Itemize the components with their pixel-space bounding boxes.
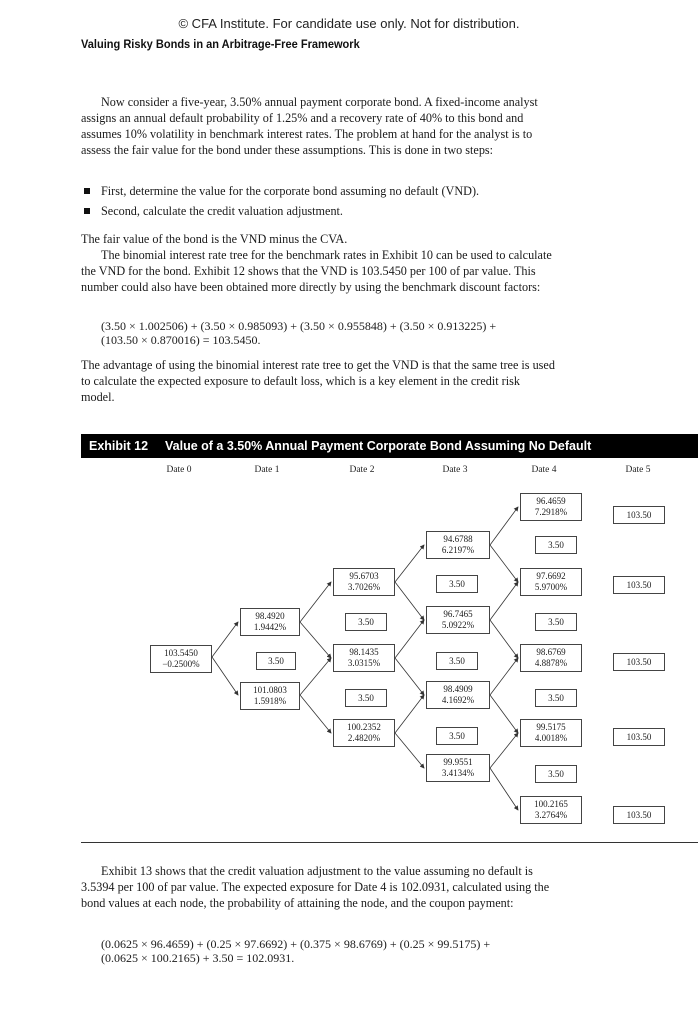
- tree-node: [150, 645, 212, 673]
- bullet-item: Second, calculate the credit valuation adjustment.: [81, 203, 555, 219]
- running-head: Valuing Risky Bonds in an Arbitrage-Free Framework: [81, 37, 360, 51]
- node-rate: 4.1692%: [441, 695, 475, 705]
- tree-node: [520, 719, 582, 747]
- tree-node: [426, 754, 490, 782]
- node-rate: 5.0922%: [441, 620, 475, 630]
- node-rate: 3.4134%: [441, 768, 475, 778]
- node-rate: 1.9442%: [253, 622, 287, 632]
- paragraph-2: The fair value of the bond is the VND minus the CVA.: [81, 232, 348, 246]
- node-value: 96.7465: [443, 609, 473, 619]
- paragraph-5: Exhibit 13 shows that the credit valuation adjustment to the value assuming no default is 3.5394 per 100 of par value. The expected exposure for Date 4 is 102.0931, calculated using the bond values at each node, the probability of attaining the node, and the coupon payment:: [81, 864, 550, 910]
- formula-line: (103.50 × 0.870016) = 103.5450.: [101, 333, 261, 347]
- coupon-box: 3.50: [535, 613, 577, 631]
- node-value: 95.6703: [349, 571, 379, 581]
- date-label: Date 3: [442, 465, 468, 475]
- node-value: 100.2352: [347, 722, 381, 732]
- node-rate: −0.2500%: [162, 659, 200, 669]
- node-rate: 6.2197%: [441, 545, 475, 555]
- tree-node: [426, 531, 490, 559]
- date-label: Date 0: [166, 465, 192, 475]
- coupon-box: 3.50: [256, 652, 296, 670]
- node-rate: 7.2918%: [534, 507, 568, 517]
- final-payment-box: 103.50: [613, 806, 665, 824]
- copyright-watermark: © CFA Institute. For candidate use only. Not for distribution.: [178, 16, 520, 31]
- coupon-box: 3.50: [436, 727, 478, 745]
- tree-node: [240, 608, 300, 636]
- formula-line: (0.0625 × 100.2165) + 3.50 = 102.0931.: [101, 951, 295, 965]
- coupon-box: 3.50: [436, 652, 478, 670]
- tree-node: [333, 644, 395, 672]
- tree-node: [426, 681, 490, 709]
- node-value: 97.6692: [536, 571, 566, 581]
- tree-node: [520, 493, 582, 521]
- node-rate: 4.8878%: [534, 658, 568, 668]
- tree-node: [520, 796, 582, 824]
- node-rate: 3.7026%: [347, 582, 381, 592]
- bullet-item: First, determine the value for the corporate bond assuming no default (VND).: [81, 183, 555, 199]
- node-value: 98.1435: [349, 647, 379, 657]
- exhibit-title: Value of a 3.50% Annual Payment Corporate Bond Assuming No Default: [165, 439, 592, 453]
- body-section: [81, 863, 555, 911]
- exhibit-number: Exhibit 12: [89, 439, 149, 453]
- node-rate: 5.9700%: [534, 582, 568, 592]
- paragraph-4: The advantage of using the binomial interest rate tree to get the VND is that the same tree is used to calculate the expected exposure to default loss, which is a key element in the credit risk model.: [81, 358, 555, 404]
- final-payment-box: 103.50: [613, 728, 665, 746]
- formula-line: (3.50 × 1.002506) + (3.50 × 0.985093) + (3.50 × 0.955848) + (3.50 × 0.913225) +: [101, 319, 497, 333]
- node-rate: 4.0018%: [534, 733, 568, 743]
- final-payment-box: 103.50: [613, 506, 665, 524]
- tree-node: [520, 644, 582, 672]
- node-value: 98.6769: [536, 647, 566, 657]
- tree-node: [333, 568, 395, 596]
- node-rate: 3.2764%: [534, 810, 568, 820]
- node-value: 94.6788: [443, 534, 473, 544]
- date-label: Date 1: [254, 465, 280, 475]
- node-value: 99.5175: [536, 722, 566, 732]
- coupon-box: 3.50: [535, 765, 577, 783]
- final-payment-box: 103.50: [613, 576, 665, 594]
- coupon-box: 3.50: [345, 613, 387, 631]
- node-value: 96.4659: [536, 496, 566, 506]
- node-rate: 1.5918%: [253, 696, 287, 706]
- tree-node: [333, 719, 395, 747]
- coupon-box: 3.50: [345, 689, 387, 707]
- formula-expected-exposure: [101, 937, 561, 965]
- node-rate: 2.4820%: [347, 733, 381, 743]
- date-label: Date 2: [349, 465, 375, 475]
- date-label: Date 5: [625, 465, 651, 475]
- tree-node: [520, 568, 582, 596]
- coupon-box: 3.50: [535, 536, 577, 554]
- node-value: 103.5450: [164, 648, 198, 658]
- node-value: 101.0803: [253, 685, 287, 695]
- final-payment-box: 103.50: [613, 653, 665, 671]
- paragraph-1: Now consider a five-year, 3.50% annual payment corporate bond. A fixed-income analyst assigns an annual default probability of 1.25% and a recovery rate of 40% to this bond and assumes 10% volatility in benchmark interest rates. The problem at hand for the analyst is to assess the fair value for the bond under these assumptions. This is done in two steps:: [81, 95, 538, 157]
- tree-node: [426, 606, 490, 634]
- date-label: Date 4: [531, 465, 557, 475]
- formula-line: (0.0625 × 96.4659) + (0.25 × 97.6692) + (0.375 × 98.6769) + (0.25 × 99.5175) +: [101, 937, 491, 951]
- coupon-box: 3.50: [535, 689, 577, 707]
- paragraph-3: The binomial interest rate tree for the benchmark rates in Exhibit 10 can be used to calculate the VND for the bond. Exhibit 12 shows that the VND is 103.5450 per 100 of par value. This number could also have been obtained more directly by using the benchmark discount factors:: [81, 248, 552, 294]
- node-value: 98.4909: [443, 684, 473, 694]
- tree-node: [240, 682, 300, 710]
- node-value: 98.4920: [255, 611, 285, 621]
- exhibit-bottom-rule: [81, 842, 698, 843]
- node-value: 100.2165: [534, 799, 568, 809]
- coupon-box: 3.50: [436, 575, 478, 593]
- node-value: 99.9551: [443, 757, 473, 767]
- node-rate: 3.0315%: [347, 658, 381, 668]
